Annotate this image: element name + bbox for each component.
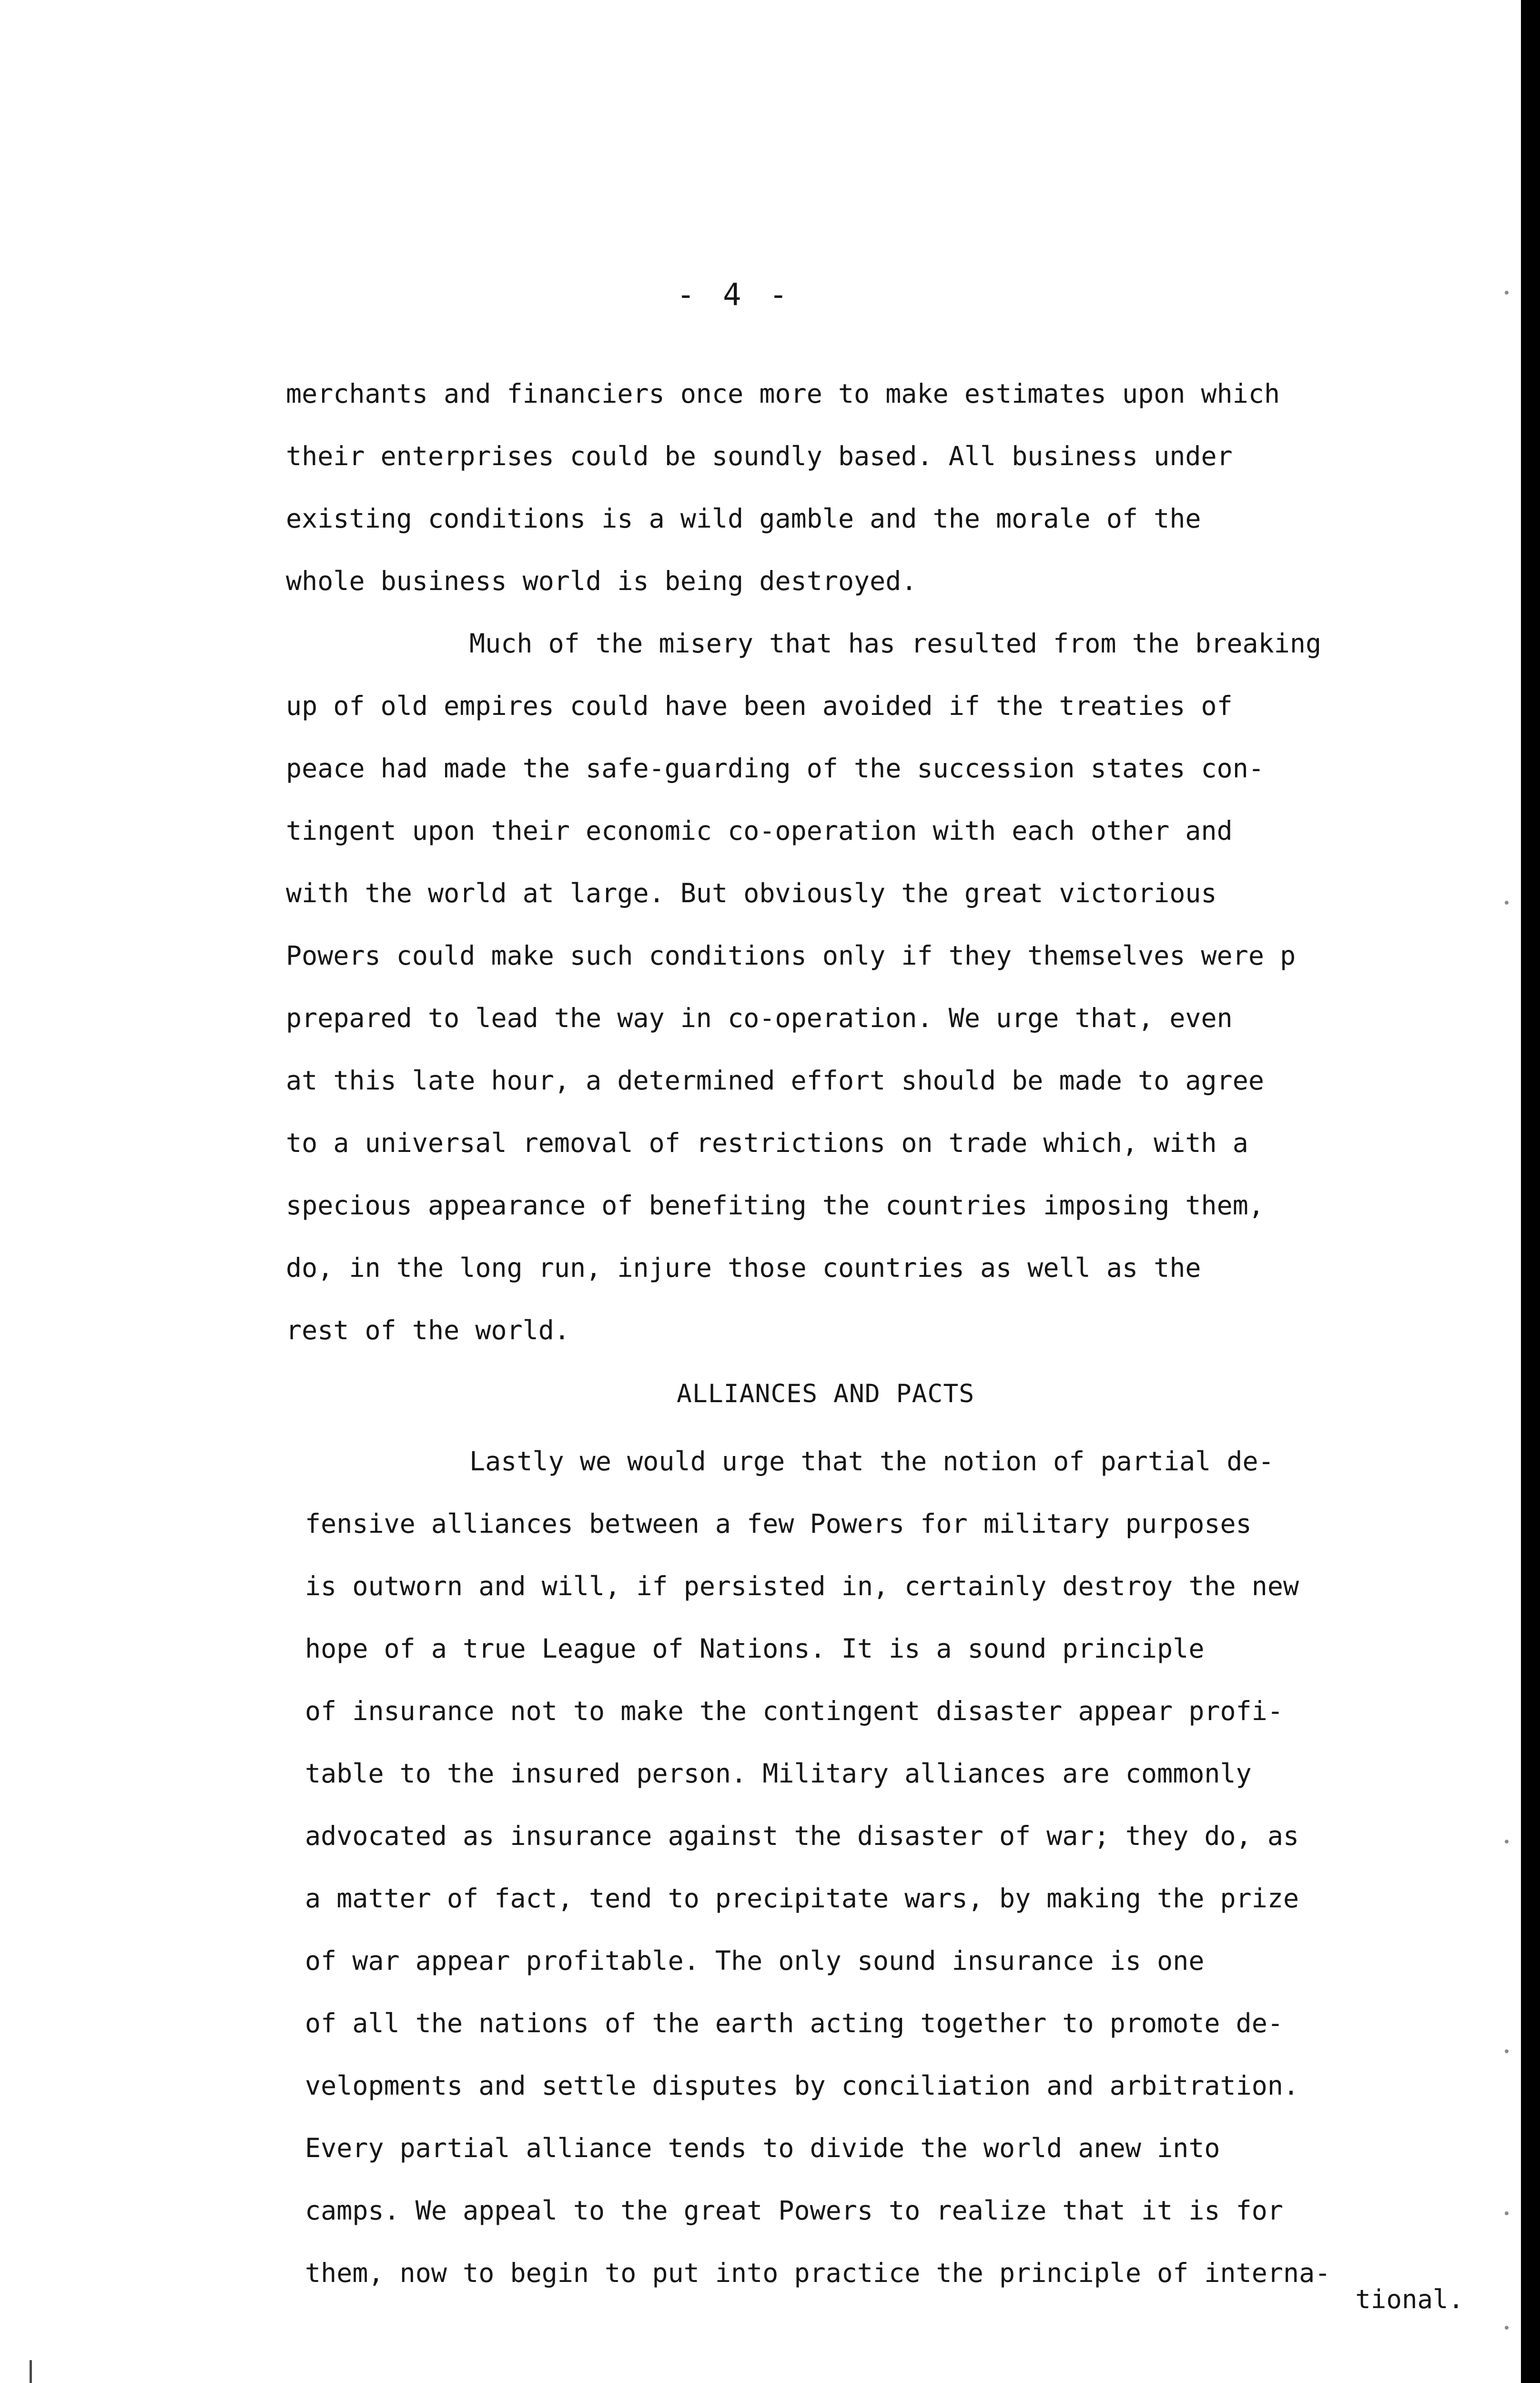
continuation-word: tional. <box>1355 2284 1464 2314</box>
text-line: their enterprises could be soundly based. All business under <box>286 441 1233 471</box>
text-line: camps. We appeal to the great Powers to realize that it is for <box>305 2195 1283 2226</box>
text-line: them, now to begin to put into practice the principle of interna- <box>305 2258 1331 2288</box>
text-line: of insurance not to make the contingent disaster appear profi- <box>305 1696 1283 1726</box>
scan-speck <box>1505 291 1509 295</box>
text-line: velopments and settle disputes by conciliation and arbitration. <box>305 2070 1299 2101</box>
text-line: peace had made the safe-guarding of the succession states con- <box>286 753 1264 784</box>
text-line: fensive alliances between a few Powers for military purposes <box>305 1508 1252 1539</box>
scan-speck <box>1505 2326 1509 2330</box>
text-line: at this late hour, a determined effort should be made to agree <box>286 1065 1264 1096</box>
scan-speck <box>1505 2049 1509 2053</box>
text-line: whole business world is being destroyed. <box>286 566 917 596</box>
scan-speck <box>1505 2211 1509 2215</box>
text-line: existing conditions is a wild gamble and the morale of the <box>286 503 1201 534</box>
text-line: Lastly we would urge that the notion of partial de- <box>469 1446 1274 1477</box>
text-line: merchants and financiers once more to make estimates upon which <box>286 378 1280 409</box>
text-line: to a universal removal of restrictions on trade which, with a <box>286 1128 1248 1158</box>
text-line: with the world at large. But obviously the great victorious <box>286 878 1217 908</box>
text-line: of all the nations of the earth acting together to promote de- <box>305 2008 1283 2038</box>
section-heading: ALLIANCES AND PACTS <box>677 1379 975 1408</box>
scan-speck <box>1505 901 1509 905</box>
text-line: a matter of fact, tend to precipitate wars, by making the prize <box>305 1883 1299 1914</box>
text-line: advocated as insurance against the disaster of war; they do, as <box>305 1821 1299 1851</box>
text-line: do, in the long run, injure those countries as well as the <box>286 1253 1201 1283</box>
text-line: up of old empires could have been avoided if the treaties of <box>286 691 1233 721</box>
text-line: of war appear profitable. The only sound insurance is one <box>305 1945 1205 1976</box>
text-line: Much of the misery that has resulted from the breaking <box>469 628 1322 659</box>
text-line: Powers could make such conditions only if they themselves were p <box>286 940 1296 971</box>
scan-speck <box>1505 1840 1509 1843</box>
text-line: prepared to lead the way in co-operation. We urge that, even <box>286 1003 1233 1033</box>
scan-mark <box>30 2360 32 2383</box>
text-line: is outworn and will, if persisted in, certainly destroy the new <box>305 1571 1299 1601</box>
text-line: specious appearance of benefiting the countries imposing them, <box>286 1190 1264 1221</box>
text-line: Every partial alliance tends to divide the world anew into <box>305 2133 1220 2163</box>
page-number: - 4 - <box>677 277 792 313</box>
text-line: tingent upon their economic co-operation with each other and <box>286 815 1233 846</box>
text-line: hope of a true League of Nations. It is a sound principle <box>305 1633 1205 1664</box>
text-line: rest of the world. <box>286 1315 570 1345</box>
text-line: table to the insured person. Military alliances are commonly <box>305 1758 1252 1789</box>
